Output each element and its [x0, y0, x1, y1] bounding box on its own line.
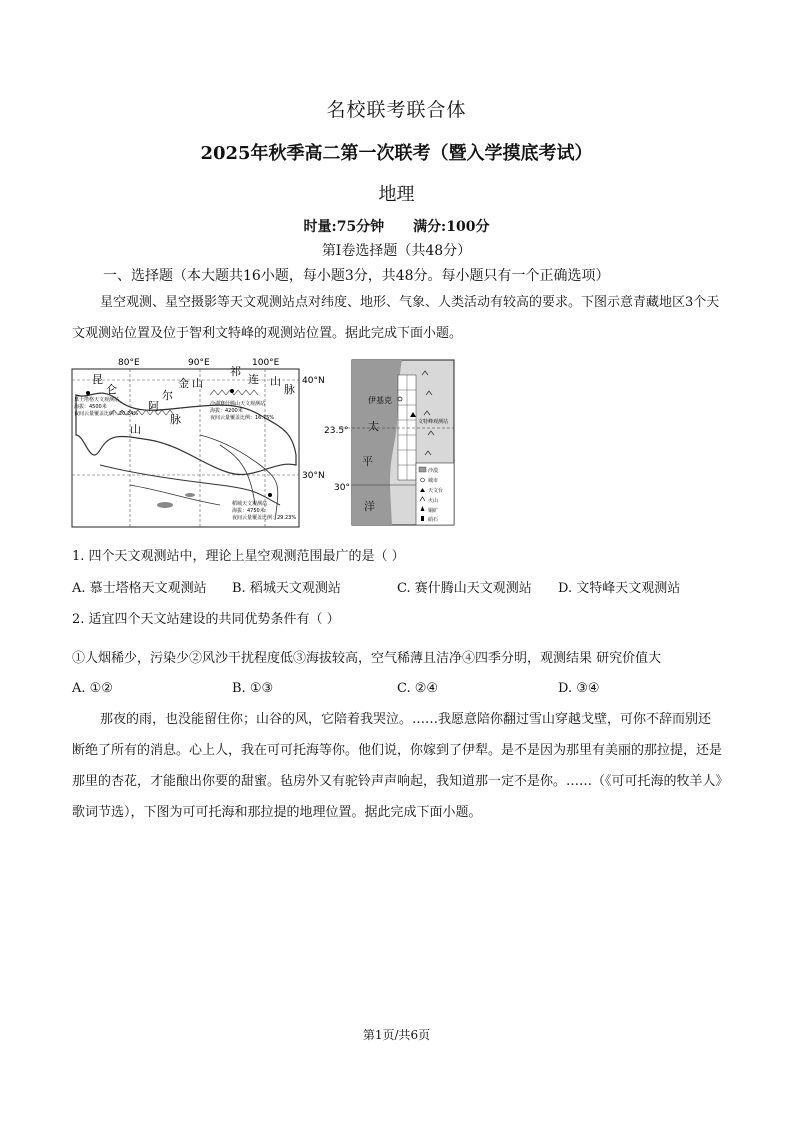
- station-a-name: 慕士塔格天文观测站: [74, 397, 120, 403]
- station-b-altitude: 海拔：4200米: [210, 408, 243, 414]
- lat-label-23-5: 23.5°: [324, 426, 349, 436]
- mountain-char: 山: [192, 377, 203, 390]
- lat-label-30n: 30°N: [302, 471, 325, 481]
- legend-saltpeter: 硝石: [428, 517, 439, 523]
- volume-title: 第Ⅰ卷选择题（共48分）: [321, 243, 472, 259]
- legend-desert: 沙漠: [428, 468, 439, 474]
- legend-city: 城市: [428, 478, 439, 484]
- exam-meta: [0, 216, 793, 236]
- lat-label-40n: 40°N: [302, 376, 325, 386]
- question-1-option-a[interactable]: A. 慕士塔格天文观测站: [72, 581, 207, 596]
- ocean-char: 洋: [364, 500, 375, 513]
- question-2-conditions: ①人烟稀少，污染少②风沙干扰程度低③海拔较高，空气稀薄且洁净④四季分明，观测结果 研究价值大: [72, 651, 662, 666]
- station-b-cloud: 夜间云量覆盖比例：16.75%: [210, 415, 275, 421]
- station-a-cloud: 夜间云量覆盖比例：20.24%: [74, 411, 139, 417]
- observatory-marker: [268, 493, 272, 497]
- mountain-char: 祁: [230, 365, 241, 378]
- mountain-char: 金: [178, 377, 189, 390]
- mountain-char: 山: [270, 375, 281, 388]
- ocean-char: 太: [368, 420, 379, 433]
- exam-title: 2025年秋季高二第一次联考（暨入学摸底考试）: [200, 143, 593, 164]
- question-1-option-c[interactable]: C. 赛什腾山天文观测站: [397, 581, 532, 596]
- mountain-char: 仑: [106, 383, 117, 396]
- qinghai-tibet-map: [70, 355, 332, 530]
- mountain-char: 山: [130, 423, 141, 436]
- ocean-char: 平: [362, 455, 373, 468]
- mountain-char: 脉: [284, 383, 295, 396]
- question-1-option-d[interactable]: D. 文特峰天文观测站: [558, 581, 681, 596]
- section-heading: 一、选择题（本大题共16小题，每小题3分，共48分。每小题只有一个正确选项）: [103, 268, 610, 284]
- station-c-altitude: 海拔：4750米: [232, 508, 265, 514]
- question-2-stem: 2. 适宜四个天文站建设的共同优势条件有（ ）: [72, 612, 340, 627]
- question-1-stem: 1. 四个天文观测站中，理论上星空观测范围最广的是（ ）: [72, 549, 405, 564]
- mountain-char: 尔: [162, 389, 173, 402]
- city-iquique: 伊基克: [368, 396, 392, 405]
- ventura-station-label: 文特峰观测站: [418, 419, 449, 425]
- page-number: 第1页/共6页: [362, 1028, 431, 1042]
- question-2-option-d[interactable]: D. ③④: [558, 681, 600, 696]
- mountain-char: 昆: [92, 373, 103, 386]
- station-a-altitude: 海拔：4500米: [74, 404, 107, 410]
- mountain-char: 脉: [170, 413, 181, 426]
- station-c-cloud: 夜间云量覆盖比例：29.23%: [232, 515, 297, 521]
- subject-title: 地理: [378, 184, 415, 205]
- station-c-name: 稻城天文观测站: [232, 501, 268, 507]
- city-marker: [398, 397, 402, 401]
- lon-label-80: 80°E: [118, 358, 140, 368]
- legend-copper: 铜矿: [428, 508, 439, 514]
- question-1-option-b[interactable]: B. 稻城天文观测站: [232, 581, 341, 596]
- lat-label-30: 30°: [334, 483, 350, 493]
- question-2-option-a[interactable]: A. ①②: [72, 681, 113, 696]
- exam-union-title: 名校联考联合体: [326, 99, 467, 121]
- mountain-char: 连: [248, 373, 259, 386]
- question-2-option-c[interactable]: C. ②④: [397, 681, 439, 696]
- legend-observatory: 天文台: [428, 488, 444, 494]
- exam-score: 满分:100分: [413, 219, 490, 235]
- chile-coast-map: [322, 355, 462, 530]
- observatory-marker: [86, 391, 90, 395]
- observatory-marker: [230, 389, 234, 393]
- question-2-option-b[interactable]: B. ①③: [232, 681, 274, 696]
- lyrics-passage: 那夜的雨，也没能留住你；山谷的风，它陪着我哭泣。……我愿意陪你翻过雪山穿越戈壁，可你不辞而别还断绝了所有的消息。心上人，我在可可托海等你。他们说，你嫁到了伊犁。是不是因为那里有美丽的那拉提，还是那里的杏花，才能酿出你要的甜蜜。毡房外又有驼铃声声响起，我知道那一定不是你。……（《可可托海的牧羊人》歌词节选），下图为可可托海和那拉提的地理位置。据此完成下面小题。: [72, 712, 723, 820]
- mountain-char: 阿: [148, 400, 159, 413]
- lon-label-100: 100°E: [252, 358, 280, 368]
- station-b-name: 冷湖赛什腾山天文观测站: [210, 401, 266, 407]
- legend-volcano: 火山: [428, 498, 439, 504]
- intro-paragraph: 星空观测、星空摄影等天文观测站点对纬度、地形、气象、人类活动有较高的要求。下图示意青藏地区3个天文观测站位置及位于智利文特峰的观测站位置。据此完成下面小题。: [72, 295, 720, 341]
- exam-time: 时量:75分钟: [303, 219, 385, 235]
- lon-label-90: 90°E: [188, 358, 210, 368]
